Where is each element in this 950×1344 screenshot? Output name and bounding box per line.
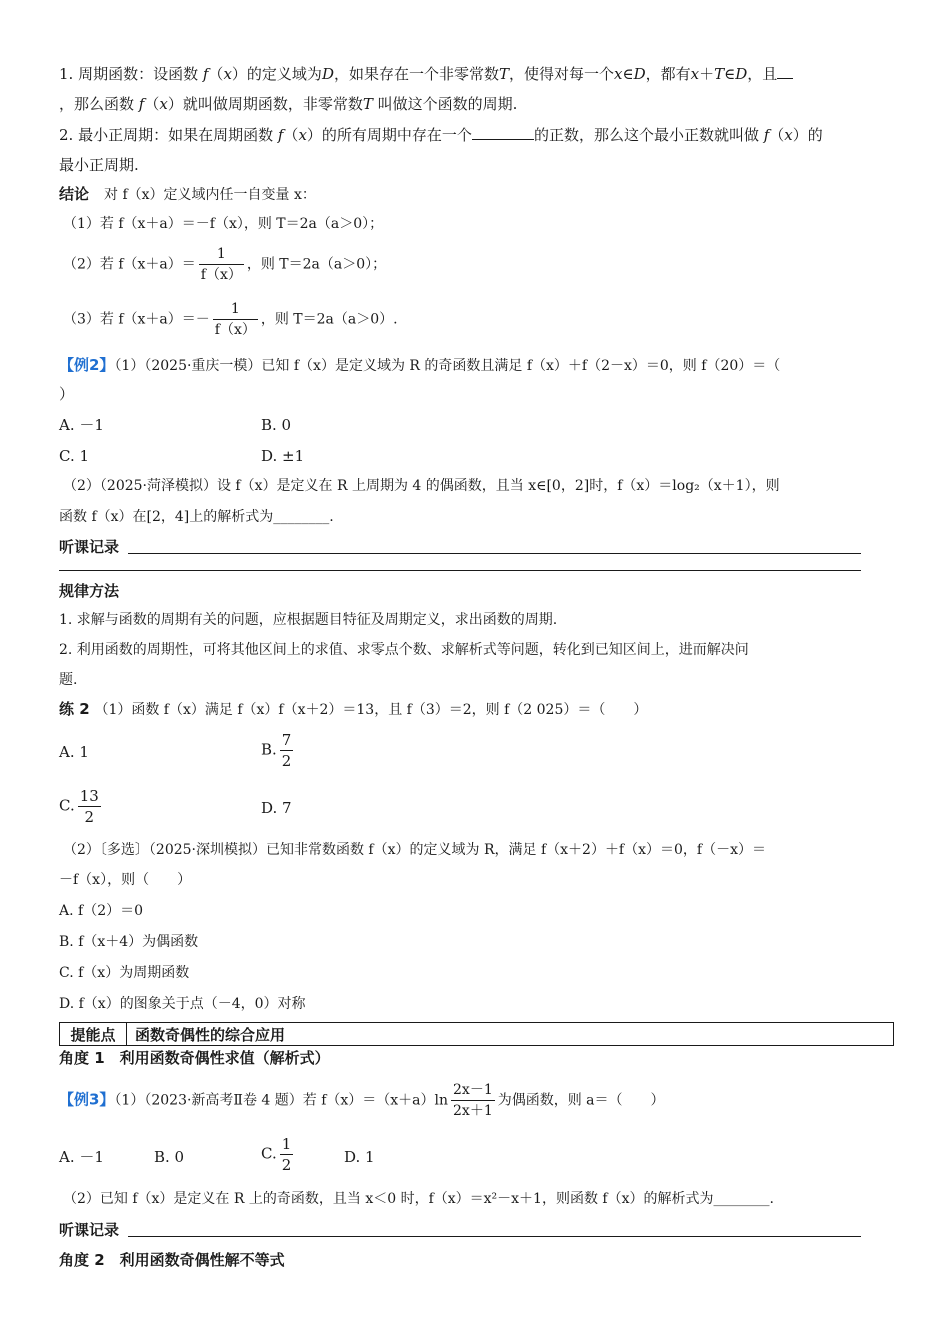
- fraction-numerator: 13: [79, 787, 99, 805]
- option-a: A. －1: [59, 416, 104, 434]
- fraction-denominator: 2x＋1: [453, 1103, 493, 1119]
- fraction: [199, 244, 244, 285]
- question-text: 为偶函数，则 a＝（ ）: [497, 1092, 665, 1109]
- fraction-denominator: 2: [281, 752, 292, 770]
- definition-min-period: 2. 最小正周期：如果在周期函数 f（x）的所有周期中存在一个 的正数，那么这个最小正数就叫做 f（x）的: [59, 126, 823, 144]
- example-tag: 【例2】: [59, 356, 115, 374]
- section-label: 提能点: [60, 1023, 127, 1045]
- conclusion-item-1: （1）若 f（x＋a）＝－f（x），则 T＝2a（a＞0）；: [63, 216, 384, 232]
- option-d: D. ±1: [261, 447, 305, 465]
- definition-periodic-cont: ，那么函数 f（x）就叫做周期函数，非零常数T 叫做这个函数的周期.: [59, 95, 518, 113]
- option-label: B.: [261, 740, 277, 759]
- fraction-numerator: 1: [199, 244, 244, 265]
- fraction-denominator: f（x）: [200, 267, 242, 283]
- notes-label: 听课记录: [59, 538, 120, 556]
- text: 的定义域为: [246, 65, 322, 83]
- option-a: A. 1: [59, 743, 89, 761]
- fraction: [280, 1134, 294, 1175]
- text: 2. 最小正周期：如果在周期函数: [59, 126, 274, 144]
- fraction-numerator: 7: [281, 731, 292, 749]
- section-header-box: [59, 1022, 894, 1046]
- text: （2）若 f（x＋a）＝: [63, 256, 196, 273]
- text: 的所有周期中存在一个: [321, 126, 472, 144]
- angle-1-heading: 角度 1 利用函数奇偶性求值（解析式）: [59, 1049, 330, 1067]
- question-text: （1）函数 f（x）满足 f（x）f（x＋2）＝13，且 f（3）＝2，则 f（2 025）＝（ ）: [94, 702, 648, 718]
- notes-line: [59, 570, 861, 571]
- option-label: C.: [59, 796, 75, 815]
- option-b: B. 0: [261, 416, 292, 434]
- text: ，使得对每一个: [509, 65, 615, 83]
- fraction-denominator: 2: [84, 808, 95, 826]
- notes-line: [128, 1236, 861, 1237]
- option-b: [261, 730, 296, 771]
- option-a: A. －1: [59, 1148, 104, 1166]
- text: ，且: [747, 65, 778, 83]
- definition-min-period-cont: 最小正周期.: [59, 156, 139, 174]
- notes-label: 听课记录: [59, 1221, 120, 1239]
- definition-periodic: 1. 周期函数：设函数 f（x）的定义域为D，如果存在一个非零常数T，使得对每一个x∈D，都有x＋T∈D，且: [59, 64, 793, 84]
- section-title: 函数奇偶性的综合应用: [135, 1025, 286, 1044]
- fraction: [280, 730, 294, 771]
- example-3-q1: [59, 1080, 665, 1121]
- option-c: C. 1: [59, 447, 90, 465]
- option-label: C.: [261, 1144, 277, 1163]
- fraction-denominator: f（x）: [214, 322, 256, 338]
- question-text: （1）（2025·重庆一模）已知 f（x）是定义域为 R 的奇函数且满足 f（x）＋f（2－x）＝0，则 f（20）＝（: [114, 358, 781, 374]
- practice-2-q2: （2）〔多选〕（2025·深圳模拟）已知非常数函数 f（x）的定义域为 R，满足 f（x＋2）＋f（x）＝0，f（－x）＝: [63, 842, 766, 858]
- fraction: [451, 1080, 495, 1121]
- text: 1. 周期函数：设函数: [59, 65, 199, 83]
- fraction-numerator: 2x－1: [451, 1080, 495, 1101]
- method-item-2: 2. 利用函数的周期性，可将其他区间上的求值、求零点个数、求解析式等问题，转化到已知区间上，进而解决问: [59, 642, 749, 658]
- conclusion-item-2: [63, 244, 386, 285]
- fraction: [213, 299, 258, 340]
- option-c: [261, 1134, 296, 1175]
- method-item-2-cont: 题.: [59, 672, 78, 688]
- text: 叫做这个函数的周期.: [377, 95, 518, 113]
- conclusion-item-3: [63, 299, 398, 340]
- notes-line: [128, 553, 861, 554]
- text: （3）若 f（x＋a）＝－: [63, 311, 210, 328]
- example-2-q2-cont: 函数 f（x）在[2，4]上的解析式为________.: [59, 509, 334, 525]
- fraction-numerator: 1: [281, 1135, 292, 1153]
- example-2-q2: （2）（2025·菏泽模拟）设 f（x）是定义在 R 上周期为 4 的偶函数，且当 x∈[0，2]时，f（x）＝log₂（x＋1），则: [63, 478, 780, 494]
- text: ，都有: [645, 65, 691, 83]
- practice-2-q2-cont: －f（x），则（ ）: [59, 872, 192, 888]
- text: 对 f（x）定义域内任一自变量 x：: [104, 187, 316, 203]
- question-close-paren: ）: [59, 385, 75, 403]
- text: ，则 T＝2a（a＞0）.: [260, 311, 398, 328]
- option-b: B. 0: [154, 1148, 185, 1166]
- angle-2-heading: 角度 2 利用函数奇偶性解不等式: [59, 1251, 285, 1269]
- text: 的正数，那么这个最小正数就叫做: [533, 126, 759, 144]
- option-d: D. 1: [344, 1148, 375, 1166]
- fraction: [78, 786, 101, 827]
- fraction-denominator: 2: [281, 1156, 292, 1174]
- option-c: [59, 786, 104, 827]
- practice-2-q1: [59, 699, 647, 720]
- method-item-1: 1. 求解与函数的周期有关的问题，应根据题目特征及周期定义，求出函数的周期.: [59, 612, 558, 628]
- option-b: B. f（x＋4）为偶函数: [59, 934, 199, 950]
- method-title: 规律方法: [59, 582, 120, 600]
- fraction-numerator: 1: [213, 299, 258, 320]
- example-tag: 【例3】: [59, 1090, 115, 1109]
- example-2-q1: [59, 355, 780, 376]
- option-a: A. f（2）＝0: [59, 903, 144, 919]
- text: 的: [807, 126, 823, 144]
- text: 就叫做周期函数，非零常数: [182, 95, 363, 113]
- option-c: C. f（x）为周期函数: [59, 965, 190, 981]
- conclusion-intro: [59, 184, 316, 205]
- example-3-q2: （2）已知 f（x）是定义在 R 上的奇函数，且当 x＜0 时，f（x）＝x²－x＋1，则函数 f（x）的解析式为________.: [63, 1191, 774, 1207]
- fill-blank: [472, 125, 534, 140]
- option-d: D. f（x）的图象关于点（－4，0）对称: [59, 996, 306, 1012]
- question-text: （1）（2023·新高考Ⅱ卷 4 题）若 f（x）＝（x＋a）ln: [114, 1092, 449, 1109]
- text: ，那么函数: [59, 95, 135, 113]
- text: ，如果存在一个非零常数: [333, 65, 499, 83]
- conclusion-title: 结论: [59, 185, 90, 203]
- practice-tag: 练 2: [59, 700, 90, 718]
- fill-blank: [777, 64, 793, 79]
- option-d: D. 7: [261, 799, 292, 817]
- text: ，则 T＝2a（a＞0）；: [246, 256, 387, 273]
